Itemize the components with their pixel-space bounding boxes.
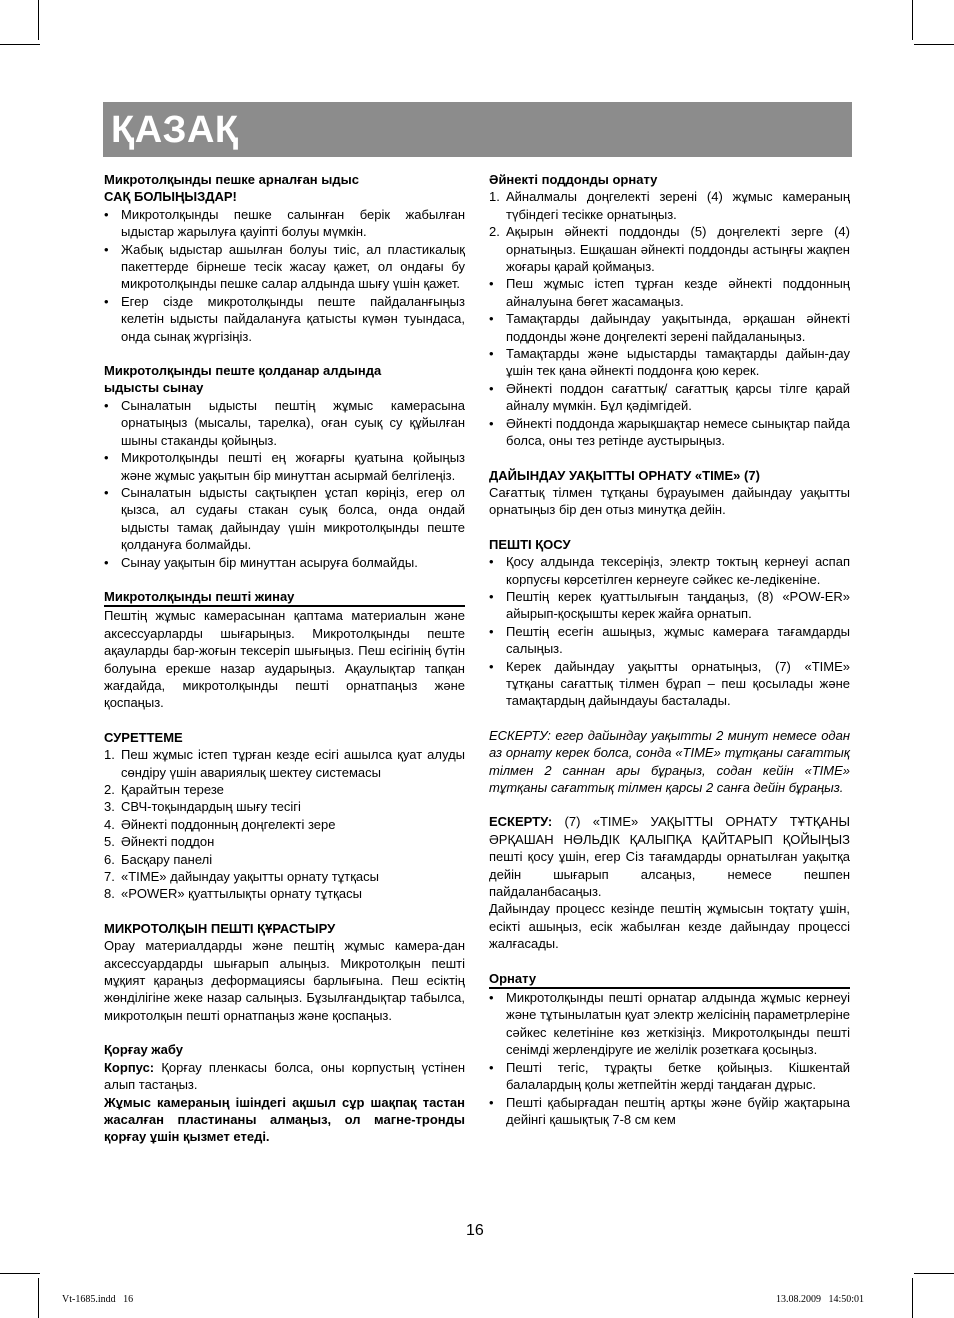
list-item: 1. Айналмалы доңгелекті зерені (4) жұмыс камераның түбіндегі тесікке орнатыңыз. [489, 189, 850, 222]
crop-mark [912, 0, 913, 40]
list-item: 8. «POWER» қуаттылықты орнату тұтқасы [104, 886, 362, 902]
bullet-list [489, 275, 850, 449]
list-item: • Пеш жұмыс істеп тұрған кезде әйнекті поддонның айналуына бөгет жасамаңыз. [489, 275, 850, 310]
section-title: Микротолқынды пеште қолданар алдында [104, 363, 382, 379]
list-item: • Әйнекті поддон сағаттық/ сағаттық қарсы тілге қарай айналу мүмкін. Бұл қәдімгідей. [489, 380, 850, 415]
page-title: ҚАЗАҚ [111, 109, 239, 151]
list-item: • Керек дайындау уақытты орнатыңыз, (7) «TIME» тұтқаны сағаттық тілмен бұрап – пеш қосылады және тамақтардың дайындауы басталады. [489, 658, 850, 710]
section-title: САҚ БОЛЫҢЫЗДАР! [104, 189, 237, 205]
list-item: • Тамақтарды және ыдыстарды тамақтарды дайын-дау ұшін тек қана әйнекті поддонға қою керек. [489, 345, 850, 380]
crop-mark [38, 1278, 39, 1318]
list-item: 7. «TIME» дайындау уақытты орнату тұтқасы [104, 869, 379, 885]
section-title: ыдысты сынау [104, 380, 204, 396]
page-number: 16 [466, 1222, 484, 1239]
section-title: Микротолқынды пешті жинау [104, 588, 465, 607]
list-item: • Пештің керек қуаттылығын таңдаңыз, (8) «POW-ER» айырып-қосқышты керек жайға орнатып. [489, 588, 850, 623]
paragraph-bold: Жұмыс камераның ішіндегі ақшыл сұр шақпақ тастан жасалған пластинаны алмаңыз, ол магне-тронды қорғау ұшін қызмет етеді. [104, 1094, 465, 1145]
list-item: 1. Пеш жұмыс істеп тұрған кезде есігі ашылса қуат алуды сөндіру үшін авариялық шектеу системасы [104, 747, 465, 780]
list-item: • Микротолқынды пешті ең жоғарғы қуатына қойыңыз және жұмыс уақытын бір минуттан асырмай белгілеңіз. [104, 449, 465, 484]
bullet-list [104, 397, 465, 571]
left-column [104, 171, 465, 1146]
print-datetime: 13.08.2009 14:50:01 [776, 1294, 865, 1305]
list-item: 5. Әйнекті поддон [104, 834, 215, 850]
bullet-list [489, 553, 850, 710]
list-item: • Пешті тегіс, тұрақты бетке қойыңыз. Кішкентай балалардың қолы жетпейтін жерді таңдаған дұрыс. [489, 1059, 850, 1094]
list-item: • Микротолқынды пешті орнатар алдында жұмыс кернеуі және тұтынылатын қуат электр желісінің параметрлеріне сәйкес келетініне көз жеткізіңіз. Микротолқынды пешті сенімді жерлендіруге ие желілік розеткаға қосыңыз. [489, 989, 850, 1059]
list-item: • Сыналатын ыдысты пештің жұмыс камерасына орнатыңыз (мысалы, тарелка), оған суық су құйылған шыны стаканды қойыңыз. [104, 397, 465, 449]
section-title: ПЕШТІ ҚОСУ [489, 536, 571, 552]
paragraph: Дайындау процесс кезінде пештің жұмысын тоқтату ұшін, есікті ашыңыз, есік жабылған кезде дайындау процессі жалғасады. [489, 901, 850, 952]
list-item: 4. Әйнекті поддонның доңгелекті зере [104, 816, 336, 832]
section-title: Әйнекті поддонды орнату [489, 172, 658, 187]
paragraph: Сағаттық тілмен тұтқаны бұрауымен дайындау уақытты орнатыңыз бір ден отыз минутқа дейін. [489, 484, 850, 518]
list-item: • Әйнекті поддонда жарықшақтар немесе сынықтар пайда болса, оны тез ретінде аустырыңыз. [489, 415, 850, 450]
list-item: • Сыналатын ыдысты сақтықпен ұстап көріңіз, егер ол қызса, ал судағы стакан суық болса, онда ондай ыдысты тамақ дайындау үшін микротолқынды пеште қолдануға болмайды. [104, 484, 465, 554]
list-item: 3. СВЧ-тоқындардың шығу тесігі [104, 799, 301, 815]
section-title: ДАЙЫНДАУ УАҚЫТТЫ ОРНАТУ «TIME» (7) [489, 467, 760, 483]
list-item: • Сынау уақытын бір минуттан асыруға болмайды. [104, 554, 465, 571]
section-title: Қорғау жабу [104, 1042, 183, 1058]
paragraph: Орау материалдарды және пештің жұмыс камера-дан аксессуардарды шығарып алыңыз. Микротолқын пешті мұқият қараңыз деформациясы барлығына. Пеш есіктің жөнділігіне жеке назар салыңыз. Бұзылғандықтар табылса, микротолқын пешті орнатпаңыз және қоспаңыз. [104, 938, 465, 1023]
paragraph: Пештің жұмыс камерасынан қаптама материалын және аксессуарларды шығарыңыз. Микротолқынды пеште ақауларды бар-жоғын тексеріп шығыңыз. Пеш есігінің бүтін болуына ерекше назар аударыңыз. Ақаулықтар тапқан жағдайда, микротолқынды пешті орнатпаңыз және қоспаңыз. [104, 608, 465, 711]
section-title: СУРЕТТЕМЕ [104, 729, 183, 745]
section-title: МИКРОТОЛҚЫН ПЕШТІ ҚҰРАСТЫРУ [104, 920, 336, 936]
list-item: 2. Ақырын әйнекті поддонды (5) доңгелекті зерге (4) орнатыңыз. Ешқашан әйнекті поддонды астыңғы жақпен жоғары қарай қоймаңыз. [489, 224, 850, 275]
crop-mark [912, 1278, 913, 1318]
bullet-list [104, 206, 465, 345]
crop-mark [0, 1273, 40, 1274]
list-item: • Жабық ыдыстар ашылған болуы тиіс, ал пластикалық пакеттерде бірнеше тесік жасау қажет, ол ондағы бу микротолқынды пешке салар алдында шығу үшін қажет. [104, 241, 465, 293]
section-title: Микротолқынды пешке арналған ыдыс [104, 172, 359, 187]
numbered-list [104, 746, 465, 903]
section-title: Орнату [489, 970, 850, 989]
crop-mark [914, 44, 954, 45]
list-item: • Тамақтарды дайындау уақытында, әрқашан әйнекті поддонды және доңгелекті зерені пайдаланыңыз. [489, 310, 850, 345]
numbered-list [489, 188, 850, 275]
list-item: • Егер сізде микротолқынды пеште пайдаланғыңыз келетін ыдысты пайдалануға қатысты күмән туындаса, онда сынақ жүргізіңіз. [104, 293, 465, 345]
list-item: • Пешті қабырғадан пештің артқы және бүйір жақтарына дейінгі қашықтық 7-8 см кем [489, 1094, 850, 1129]
crop-mark [0, 44, 40, 45]
list-item: • Қосу алдында тексеріңіз, электр токтың кернеуі аспап корпусғы көрсетілген кернеуге сәйкес ке-ледікеніне. [489, 553, 850, 588]
list-item: 2. Қарайтын терезе [104, 782, 224, 797]
paragraph: ЕСКЕРТУ: (7) «TIME» УАҚЫТТЫ ОРНАТУ ТҰТҚАНЫ ӘРҚАШАН НӨЛЬДІК ҚАЛЫПҚА ҚАЙТАРЫП ҚОЙЫҢЫЗ пешті қосу ұшін, егер Сіз тағамдарды орнатылған уақытқа дейін шығарып алсаңыз, немесе пешпен пайдаланбасаңыз. [489, 814, 850, 900]
list-item: • Пештің есегін ашыңыз, жұмыс камераға тағамдарды салыңыз. [489, 623, 850, 658]
note-italic: ЕСКЕРТУ: егер дайындау уақытты 2 минут немесе одан аз орнату керек болса, сонда «TIME» тұтқаны сағаттық тілмен 2 саннан ары бұраңыз, содан кейін «TIME» тұтқаны сағаттық тілмен қарсы 2 санға дейін бұраңыз. [489, 727, 850, 795]
crop-mark [914, 1273, 954, 1274]
language-header-bar [103, 102, 852, 157]
list-item: 6. Басқару панелі [104, 851, 213, 867]
bullet-list [489, 989, 850, 1128]
list-item: • Микротолқынды пешке салынған берік жабылған ыдыстар жарылуға қауіпті болуы мүмкін. [104, 206, 465, 241]
right-column [489, 171, 850, 1128]
crop-mark [38, 0, 39, 40]
file-name: Vt-1685.indd 16 [62, 1294, 134, 1305]
paragraph: Корпус: Қорғау пленкасы болса, оны корпустың үстінен алып тастаңыз. [104, 1059, 465, 1093]
